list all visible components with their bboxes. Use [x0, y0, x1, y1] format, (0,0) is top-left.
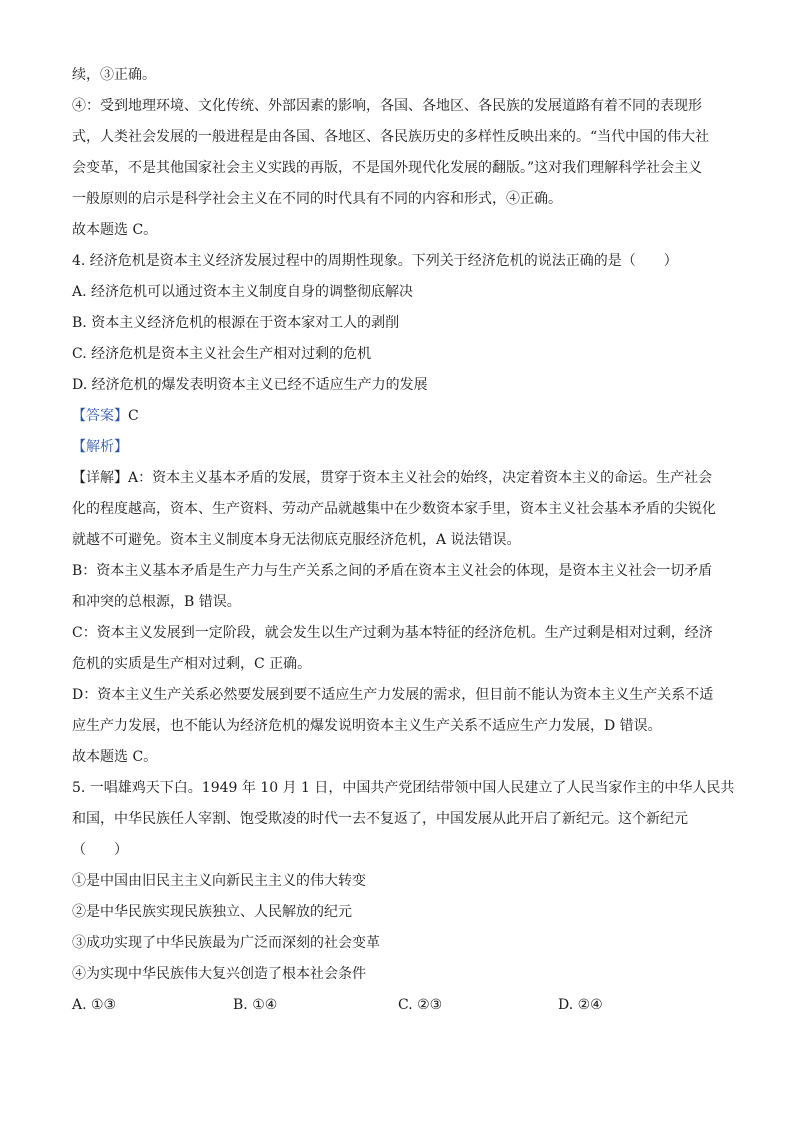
question-4-option-a: A. 经济危机可以通过资本主义制度自身的调整彻底解决	[72, 284, 414, 300]
text-line: ④：受到地理环境、文化传统、外部因素的影响，各国、各地区、各民族的发展道路有着不同的表现形	[72, 98, 702, 114]
question-5-statement-4: ④为实现中华民族伟大复兴创造了根本社会条件	[72, 966, 366, 982]
detail-line: 危机的实质是生产相对过剩，C 正确。	[72, 656, 312, 672]
detail-text: A：资本主义基本矛盾的发展，贯穿于资本主义社会的始终，决定着资本主义的命运。生产社会	[128, 470, 713, 486]
text-line: 续，③正确。	[72, 67, 156, 83]
question-5-blank: （ ）	[72, 842, 128, 858]
detail-line: D：资本主义生产关系必然要发展到要不适应生产力发展的需求，但目前不能认为资本主义生产关系不适	[72, 687, 714, 703]
question-5-options	[72, 990, 720, 1021]
conclusion-line: 故本题选 C。	[72, 749, 158, 765]
detail-line: 就越不可避免。资本主义制度本身无法彻底克服经济危机，A 说法错误。	[72, 532, 521, 548]
question-5-statement-2: ②是中华民族实现民族独立、人民解放的纪元	[72, 904, 352, 920]
question-4-option-c: C. 经济危机是资本主义社会生产相对过剩的危机	[72, 346, 372, 362]
detail-line: C：资本主义发展到一定阶段，就会发生以生产过剩为基本特征的经济危机。生产过剩是相对过剩，经济	[72, 625, 713, 641]
question-4-option-d: D. 经济危机的爆发表明资本主义已经不适应生产力的发展	[72, 377, 428, 393]
question-4-option-b: B. 资本主义经济危机的根源在于资本家对工人的剥削	[72, 315, 400, 331]
question-5-stem: 和国，中华民族任人宰割、饱受欺凌的时代一去不复返了，中国发展从此开启了新纪元。这个新纪元	[72, 811, 688, 827]
analysis-label: 【解析】	[72, 439, 128, 455]
question-4-stem: 4. 经济危机是资本主义经济发展过程中的周期性现象。下列关于经济危机的说法正确的是（ ）	[72, 253, 678, 269]
question-5-option-d: D. ②④	[558, 997, 603, 1013]
detail-line: 和冲突的总根源，B 错误。	[72, 594, 241, 610]
detail-line: 应生产力发展，也不能认为经济危机的爆发说明资本主义生产关系不适应生产力发展，D 错误。	[72, 718, 662, 734]
answer-label: 【答案】	[72, 408, 128, 424]
answer-line	[72, 401, 720, 432]
conclusion-line: 故本题选 C。	[72, 222, 158, 238]
question-5-option-c: C. ②③	[398, 997, 443, 1013]
detail-line: B：资本主义基本矛盾是生产力与生产关系之间的矛盾在资本主义社会的体现，是资本主义社会一切矛盾	[72, 563, 713, 579]
answer-value: C	[128, 408, 139, 424]
document-page	[72, 60, 735, 1021]
question-5-option-a: A. ①③	[72, 997, 117, 1013]
question-5-statement-1: ①是中国由旧民主主义向新民主主义的伟大转变	[72, 873, 366, 889]
analysis-line	[72, 432, 720, 463]
detail-label: 【详解】	[72, 470, 128, 486]
text-line: 会变革，不是其他国家社会主义实践的再版，不是国外现代化发展的翻版。”这对我们理解科学社会主义	[72, 160, 703, 176]
question-5-option-b: B. ①④	[233, 997, 278, 1013]
detail-line: 化的程度越高，资本、生产资料、劳动产品就越集中在少数资本家手里，资本主义社会基本矛盾的尖锐化	[72, 501, 716, 517]
question-5-stem: 5. 一唱雄鸡天下白。1949 年 10 月 1 日，中国共产党团结带领中国人民建立了人民当家作主的中华人民共	[72, 780, 735, 796]
detail-line	[72, 463, 720, 494]
question-5-statement-3: ③成功实现了中华民族最为广泛而深刻的社会变革	[72, 935, 380, 951]
text-line: 式，人类社会发展的一般进程是由各国、各地区、各民族历史的多样性反映出来的。“当代中国的伟大社	[72, 129, 710, 145]
text-line: 一般原则的启示是科学社会主义在不同的时代具有不同的内容和形式，④正确。	[72, 191, 562, 207]
